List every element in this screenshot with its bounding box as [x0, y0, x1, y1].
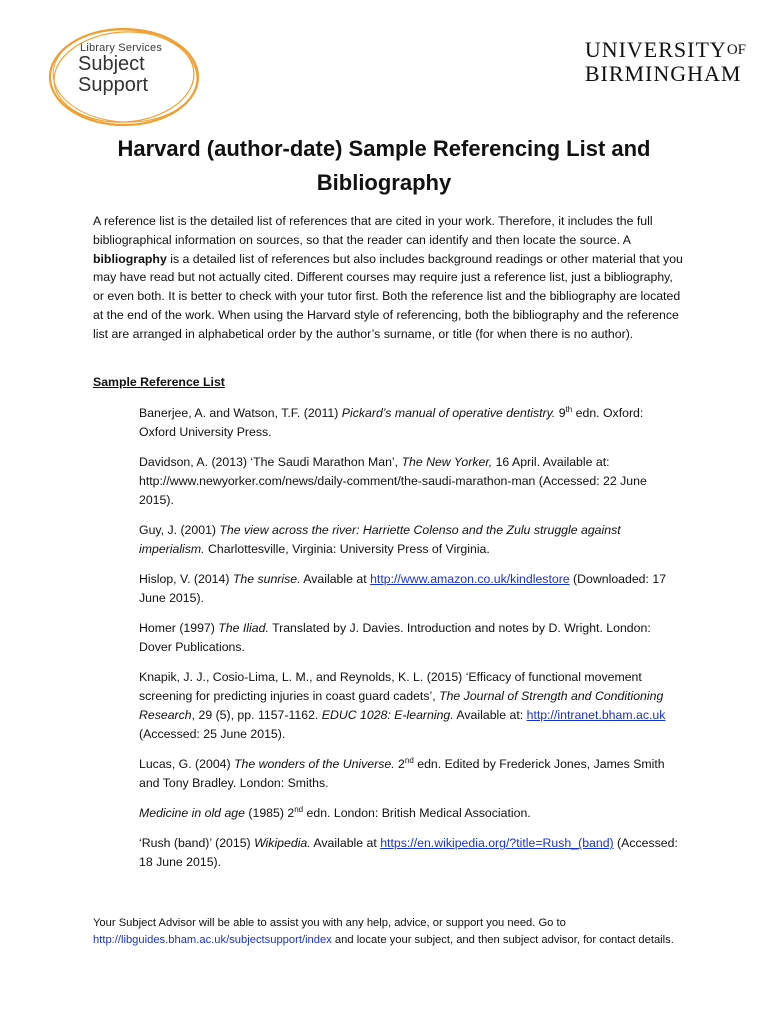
- uni-university: UNIVERSITY: [584, 37, 727, 62]
- logo-support: Support: [78, 74, 149, 96]
- link-libguides[interactable]: http://libguides.bham.ac.uk/subjectsupport/index: [93, 934, 332, 946]
- intro-paragraph: [93, 212, 683, 344]
- link-intranet[interactable]: http://intranet.bham.ac.uk: [526, 707, 666, 722]
- reference-item: Lucas, G. (2004) The wonders of the Universe. 2nd edn. Edited by Frederick Jones, James Smith and Tony Bradley. London: Smiths.: [139, 755, 665, 790]
- university-logo: [585, 38, 746, 86]
- intro-bold-bibliography: bibliography: [93, 251, 167, 266]
- footer-note: [93, 915, 683, 949]
- link-amazon[interactable]: http://www.amazon.co.uk/kindlestore: [370, 572, 570, 587]
- intro-text-1: A reference list is the detailed list of references that are cited in your work. Therefore, it includes the full bibliographical information on sources, so that the reader can identify and then locate the source. A: [93, 214, 653, 247]
- uni-birmingham: BIRMINGHAM: [584, 61, 742, 86]
- reference-item: Knapik, J. J., Cosio-Lima, L. M., and Reynolds, K. L. (2015) ‘Efficacy of functional movement screening for predicting injuries in coast guard cadets’, The Journal of Strength and Conditioning Research, 29 (5), pp. 1157-1162. EDUC 1028: E-learning. Available at: http://intranet.bham.ac.uk (Accessed: 25 June 2015).: [139, 670, 666, 741]
- reference-item: Davidson, A. (2013) ‘The Saudi Marathon Man’, The New Yorker, 16 April. Available at: http://www.newyorker.com/news/daily-comment/the-saudi-marathon-man (Accessed: 22 June 2015).: [139, 455, 647, 507]
- footer-text-2: and locate your subject, and then subject advisor, for contact details.: [331, 934, 674, 946]
- link-wikipedia[interactable]: https://en.wikipedia.org/?title=Rush_(band): [380, 836, 614, 851]
- reference-item: ‘Rush (band)’ (2015) Wikipedia. Available at https://en.wikipedia.org/?title=Rush_(band) (Accessed: 18 June 2015).: [139, 836, 678, 870]
- reference-list: [139, 404, 679, 883]
- intro-text-2: is a detailed list of references but also includes background readings or other material that you may have read but not actually cited. Different courses may require just a reference list, just a bibliography, or even both. It is better to check with your tutor first. Both the reference list and the bibliography are located at the end of the work. When using the Harvard style of referencing, both the bibliography and the reference list are arranged in alphabetical order by the author’s surname, or title (for when there is no author).: [93, 251, 683, 341]
- reference-item: Homer (1997) The Iliad. Translated by J. Davies. Introduction and notes by D. Wright. London: Dover Publications.: [139, 621, 651, 654]
- subject-support-logo: [44, 22, 204, 132]
- reference-item: Hislop, V. (2014) The sunrise. Available at http://www.amazon.co.uk/kindlestore (Downloaded: 17 June 2015).: [139, 572, 667, 605]
- reference-item: Medicine in old age (1985) 2nd edn. London: British Medical Association.: [139, 804, 531, 821]
- footer-text-1: Your Subject Advisor will be able to assist you with any help, advice, or support you need. Go to: [93, 917, 566, 929]
- logo-subject: Subject: [78, 53, 145, 75]
- reference-item: Banerjee, A. and Watson, T.F. (2011) Pickard’s manual of operative dentistry. 9th edn. Oxford: Oxford University Press.: [139, 404, 644, 439]
- section-heading: Sample Reference List: [93, 375, 225, 389]
- page-title: Harvard (author-date) Sample Referencing List and Bibliography: [117, 136, 651, 195]
- reference-item: Guy, J. (2001) The view across the river: Harriette Colenso and the Zulu struggle against imperialism. Charlottesville, Virginia: University Press of Virginia.: [139, 522, 621, 556]
- logo-library-services: Library Services: [80, 42, 163, 54]
- uni-of: OF: [726, 42, 746, 58]
